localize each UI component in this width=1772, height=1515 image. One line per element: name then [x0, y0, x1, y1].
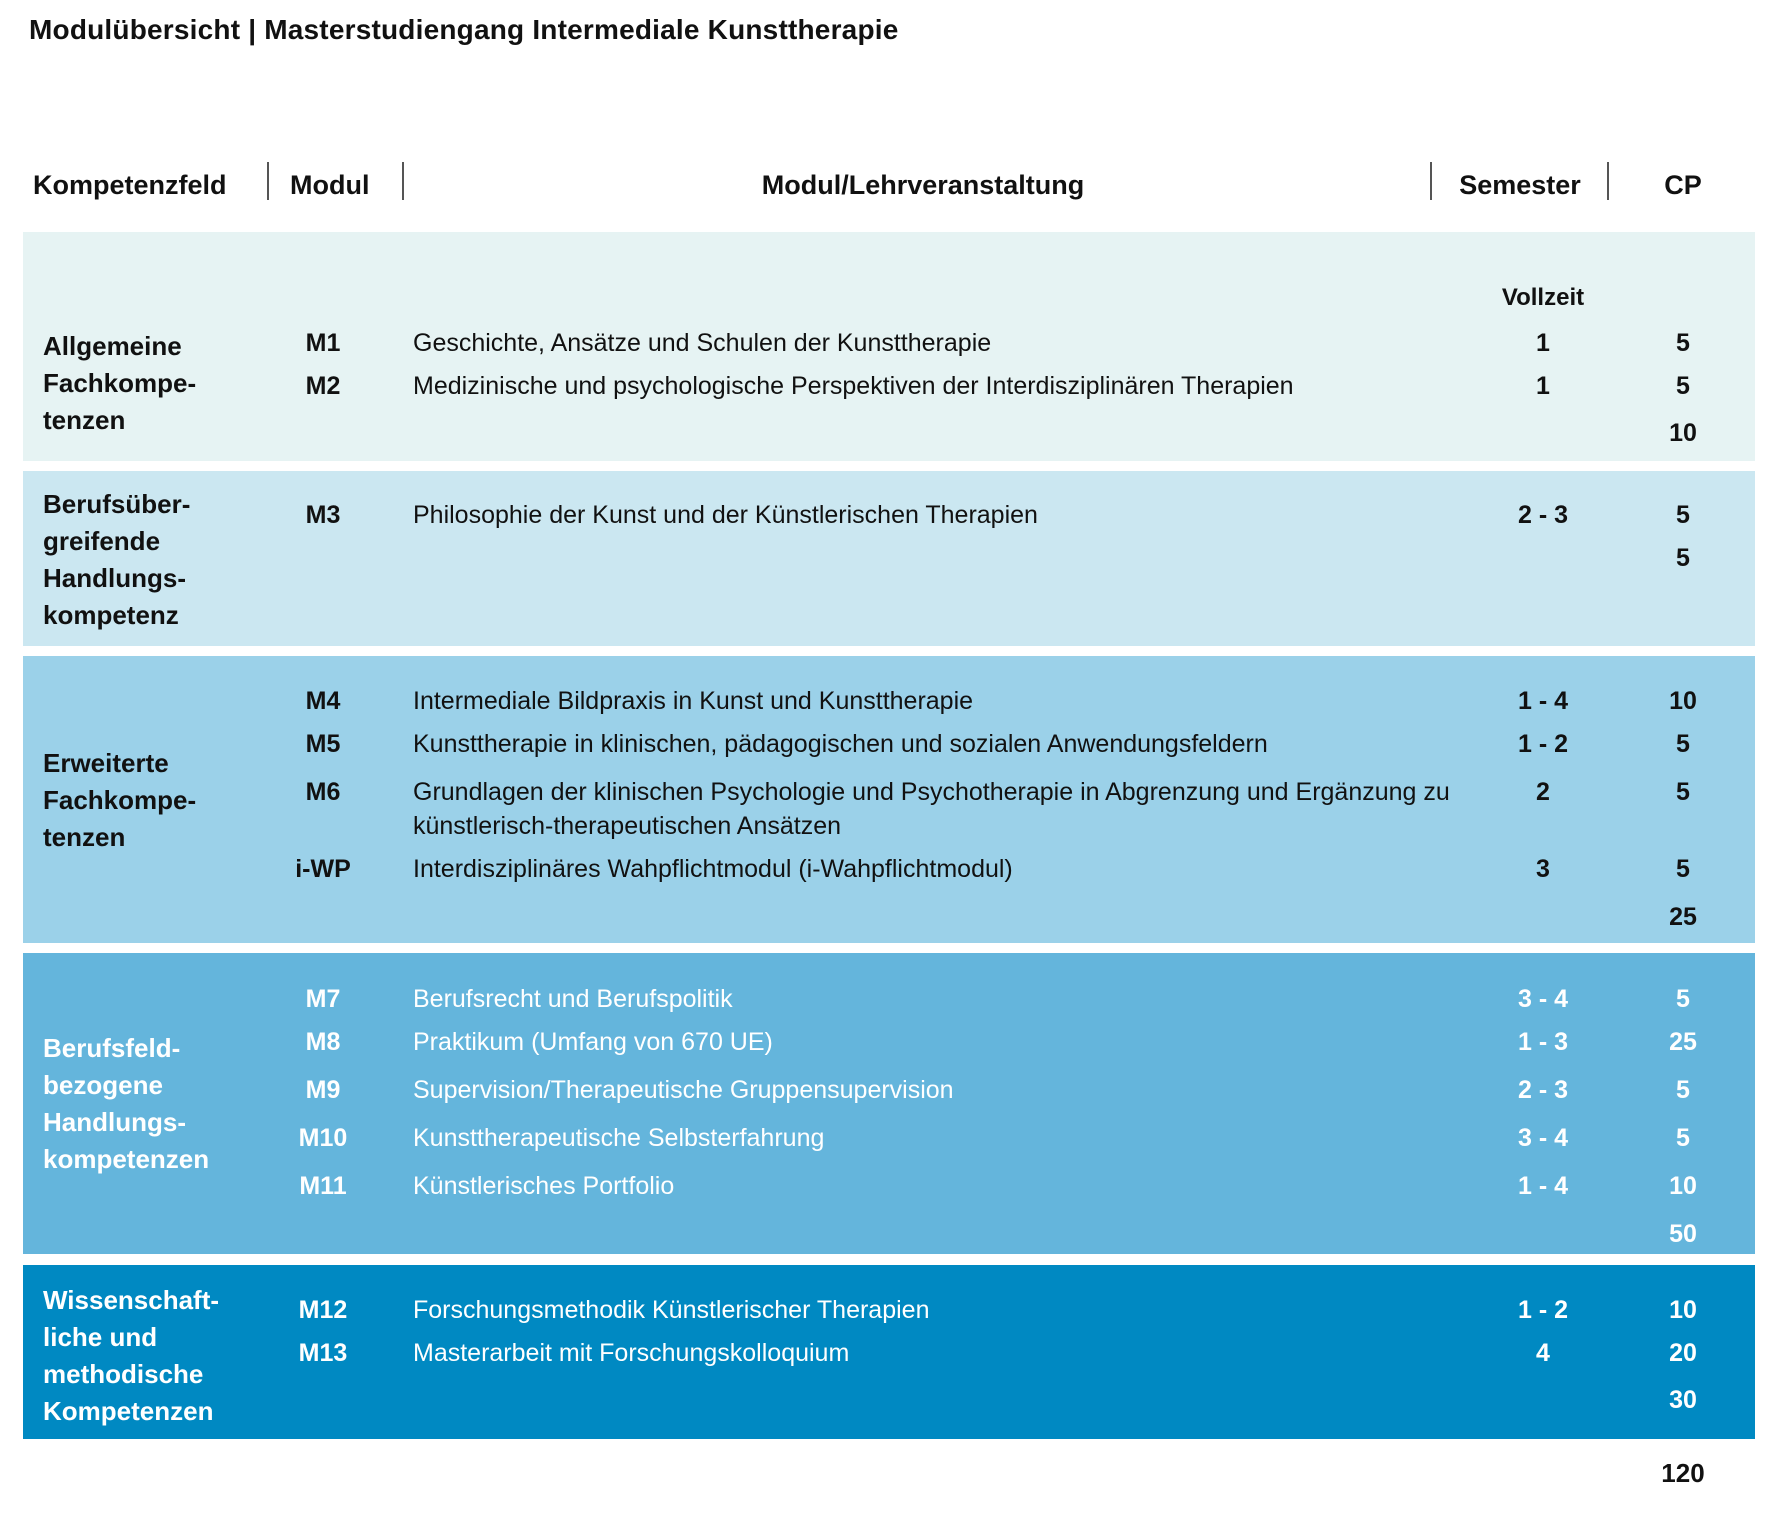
module-title: Berufsrecht und Berufspolitik — [413, 985, 733, 1013]
module-code: M2 — [305, 372, 341, 400]
section-label: Erweiterte Fachkompe- tenzen — [43, 748, 197, 852]
module-cp: 5 — [1676, 730, 1690, 758]
section-wissenschaftliche-kompetenzen — [23, 1265, 1755, 1439]
table-row — [23, 1073, 1755, 1109]
section-berufsfeldbezogene-handlungskompetenzen — [23, 953, 1755, 1254]
module-cp: 5 — [1676, 372, 1690, 400]
table-row — [23, 727, 1755, 763]
module-cp: 5 — [1676, 329, 1690, 357]
module-semester: 2 — [1536, 778, 1550, 806]
module-code: M1 — [305, 329, 341, 357]
module-semester: 2 - 3 — [1517, 1076, 1569, 1104]
subtotal-row — [23, 1217, 1755, 1253]
module-semester: 1 - 4 — [1517, 687, 1569, 715]
module-semester: 1 — [1536, 372, 1550, 400]
module-code: M7 — [305, 985, 341, 1013]
module-title: Intermediale Bildpraxis in Kunst und Kunsttherapie — [413, 687, 974, 715]
table-row — [23, 1293, 1755, 1329]
module-cp: 20 — [1669, 1339, 1697, 1367]
module-code: i-WP — [295, 855, 351, 883]
module-title: Masterarbeit mit Forschungskolloquium — [413, 1339, 850, 1367]
module-cp: 5 — [1676, 778, 1690, 806]
module-semester: 3 — [1536, 855, 1550, 883]
module-code: M13 — [298, 1339, 348, 1367]
header-separator — [402, 162, 404, 200]
table-row — [23, 1169, 1755, 1205]
module-code: M8 — [305, 1028, 341, 1056]
table-row — [23, 852, 1755, 888]
subtotal-row — [23, 900, 1755, 936]
subtotal-cp: 50 — [1669, 1220, 1697, 1248]
module-title: Kunsttherapeutische Selbsterfahrung — [413, 1124, 825, 1152]
table-row — [23, 369, 1755, 405]
module-cp: 5 — [1676, 1076, 1690, 1104]
module-semester: 2 - 3 — [1517, 501, 1569, 529]
table-row — [23, 982, 1755, 1018]
module-cp: 10 — [1669, 687, 1697, 715]
module-code: M12 — [298, 1296, 348, 1324]
module-title: Künstlerisches Portfolio — [413, 1172, 675, 1200]
section-allgemeine-fachkompetenzen — [23, 232, 1755, 461]
header-kompetenzfeld: Kompetenzfeld — [33, 169, 227, 200]
grand-total-cp: 120 — [1661, 1458, 1705, 1488]
module-semester: 1 - 2 — [1517, 1296, 1569, 1324]
header-modul: Modul — [290, 169, 370, 200]
module-cp: 5 — [1676, 501, 1690, 529]
section-label: Berufsfeld- bezogene Handlungs- kompetenzen — [43, 1033, 210, 1174]
module-code: M3 — [305, 501, 341, 529]
module-cp: 10 — [1669, 1172, 1697, 1200]
module-cp: 5 — [1676, 985, 1690, 1013]
subtotal-row — [23, 541, 1755, 577]
module-semester: 3 - 4 — [1517, 1124, 1569, 1152]
header-separator — [1607, 162, 1609, 200]
module-code: M6 — [305, 778, 341, 806]
module-title: Interdisziplinäres Wahpflichtmodul (i-Wahpflichtmodul) — [413, 855, 1013, 883]
module-title: Kunsttherapie in klinischen, pädagogischen und sozialen Anwendungsfeldern — [413, 730, 1268, 758]
subtotal-cp: 5 — [1676, 544, 1690, 572]
table-row — [23, 326, 1755, 362]
module-semester: 4 — [1536, 1339, 1550, 1367]
document-title: Modulübersicht | Masterstudiengang Intermediale Kunsttherapie — [29, 14, 899, 45]
module-code: M10 — [298, 1124, 348, 1152]
module-code: M5 — [305, 730, 341, 758]
table-row — [23, 1336, 1755, 1372]
module-semester: 3 - 4 — [1517, 985, 1569, 1013]
vollzeit-label: Vollzeit — [1501, 284, 1585, 311]
header-lehrveranstaltung: Modul/Lehrveranstaltung — [761, 169, 1085, 200]
module-title: Forschungsmethodik Künstlerischer Therapien — [413, 1296, 930, 1324]
section-erweiterte-fachkompetenzen — [23, 656, 1755, 943]
section-label: Berufsüber- greifende Handlungs- kompetenz — [43, 489, 191, 630]
module-cp: 10 — [1669, 1296, 1697, 1324]
header-separator — [267, 162, 269, 200]
header-cp: CP — [1664, 169, 1702, 200]
subtotal-cp: 10 — [1669, 419, 1697, 447]
module-code: M9 — [305, 1076, 341, 1104]
table-row — [23, 498, 1755, 534]
module-code: M11 — [299, 1172, 347, 1200]
table-row — [23, 684, 1755, 720]
module-cp: 5 — [1676, 1124, 1690, 1152]
subtotal-cp: 25 — [1669, 903, 1697, 931]
module-semester: 1 — [1536, 329, 1550, 357]
module-cp: 5 — [1676, 855, 1690, 883]
section-label: Allgemeine Fachkompe- tenzen — [43, 331, 197, 435]
module-semester: 1 - 4 — [1517, 1172, 1569, 1200]
module-cp: 25 — [1669, 1028, 1697, 1056]
subtotal-row — [23, 1383, 1755, 1419]
module-semester: 1 - 2 — [1517, 730, 1569, 758]
module-title: Supervision/Therapeutische Gruppensupervision — [413, 1076, 954, 1104]
module-code: M4 — [305, 687, 341, 715]
module-title: Praktikum (Umfang von 670 UE) — [413, 1028, 773, 1056]
header-semester: Semester — [1459, 169, 1581, 200]
table-row — [23, 775, 1755, 847]
module-title: Grundlagen der klinischen Psychologie und Psychotherapie in Abgrenzung und Ergänzung zu künstlerisch-therapeutischen Ansätzen — [413, 778, 1450, 840]
module-title: Philosophie der Kunst und der Künstlerischen Therapien — [413, 501, 1038, 529]
subtotal-row — [23, 416, 1755, 452]
module-title: Medizinische und psychologische Perspektiven der Interdisziplinären Therapien — [413, 372, 1294, 400]
subtotal-cp: 30 — [1669, 1386, 1697, 1414]
module-semester: 1 - 3 — [1517, 1028, 1569, 1056]
table-row — [23, 1025, 1755, 1061]
section-berufsuebergreifende-handlungskompetenz — [23, 471, 1755, 646]
header-separator — [1430, 162, 1432, 200]
module-title: Geschichte, Ansätze und Schulen der Kunsttherapie — [413, 329, 992, 357]
table-row — [23, 1121, 1755, 1157]
section-label: Wissenschaft- liche und methodische Kompetenzen — [43, 1285, 220, 1426]
